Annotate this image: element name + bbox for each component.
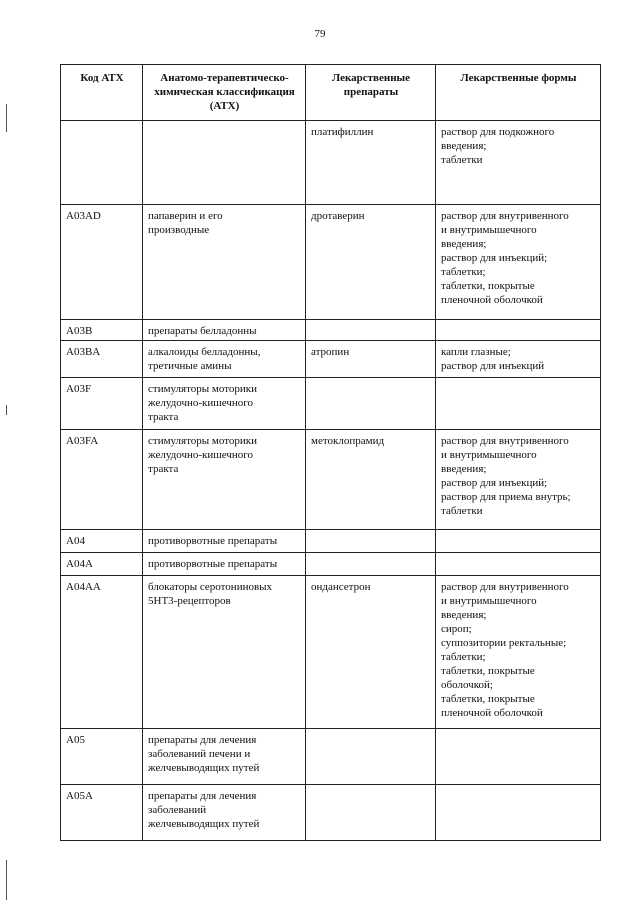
header-classification: Анатомо-терапевтическо-химическая классификация (АТХ)	[143, 65, 306, 121]
cell-classification-line: папаверин и его	[148, 210, 223, 222]
cell-forms-line: капли глазные;	[441, 346, 511, 358]
cell-classification	[143, 576, 306, 729]
cell-drug: дротаверин	[306, 205, 436, 320]
cell-forms-line: и внутримышечного	[441, 595, 537, 607]
cell-forms	[436, 785, 601, 841]
cell-forms-line: таблетки, покрытые	[441, 665, 535, 677]
cell-classification-line: стимуляторы моторики	[148, 435, 258, 447]
cell-classification-line: заболеваний	[148, 804, 207, 816]
cell-drug: атропин	[306, 341, 436, 378]
cell-forms-line: раствор для инъекций	[441, 360, 545, 372]
cell-classification-line: желудочно-кишечного	[148, 397, 253, 409]
cell-forms	[436, 320, 601, 341]
cell-classification-line: тракта	[148, 411, 179, 423]
header-code: Код АТХ	[61, 65, 143, 121]
cell-forms-line: оболочкой;	[441, 679, 493, 691]
cell-drug: метоклопрамид	[306, 430, 436, 530]
cell-classification-line: стимуляторы моторики	[148, 383, 258, 395]
cell-code: A03BA	[61, 341, 143, 378]
cell-forms	[436, 378, 601, 430]
cell-forms-line: раствор для внутривенного	[441, 435, 569, 447]
cell-drug	[306, 378, 436, 430]
cell-classification	[143, 430, 306, 530]
table-row	[61, 530, 601, 553]
scan-margin-mark	[6, 104, 7, 132]
cell-classification	[143, 121, 306, 205]
cell-code: A05	[61, 729, 143, 785]
cell-forms-line: введения;	[441, 609, 487, 621]
cell-classification	[143, 341, 306, 378]
cell-classification-line: противорвотные препараты	[148, 558, 278, 570]
cell-code	[61, 121, 143, 205]
cell-forms-line: введения;	[441, 238, 487, 250]
cell-classification-line: производные	[148, 224, 210, 236]
cell-code: A03FA	[61, 430, 143, 530]
cell-forms-line: таблетки;	[441, 266, 486, 278]
cell-forms-line: пленочной оболочкой	[441, 294, 543, 306]
cell-forms-line: раствор для внутривенного	[441, 581, 569, 593]
cell-forms	[436, 553, 601, 576]
cell-classification-line: препараты белладонны	[148, 325, 257, 337]
header-forms: Лекарственные формы	[436, 65, 601, 121]
cell-forms	[436, 576, 601, 729]
scan-margin-mark	[6, 860, 7, 900]
page-number: 79	[314, 28, 326, 40]
cell-forms	[436, 729, 601, 785]
cell-classification	[143, 378, 306, 430]
cell-drug: ондансетрон	[306, 576, 436, 729]
table-row	[61, 576, 601, 729]
cell-forms-line: раствор для внутривенного	[441, 210, 569, 222]
table-row	[61, 553, 601, 576]
cell-forms-line: пленочной оболочкой	[441, 707, 543, 719]
table-row	[61, 430, 601, 530]
cell-forms-line: раствор для подкожного	[441, 126, 555, 138]
cell-classification	[143, 785, 306, 841]
cell-forms	[436, 530, 601, 553]
cell-drug: платифиллин	[306, 121, 436, 205]
cell-classification	[143, 729, 306, 785]
cell-forms-line: суппозитории ректальные;	[441, 637, 567, 649]
cell-forms-line: раствор для инъекций;	[441, 252, 548, 264]
cell-forms-line: таблетки;	[441, 651, 486, 663]
table-row	[61, 785, 601, 841]
cell-classification	[143, 530, 306, 553]
cell-classification-line: третичные амины	[148, 360, 232, 372]
cell-classification-line: блокаторы серотониновых	[148, 581, 273, 593]
scan-margin-mark	[6, 405, 7, 415]
header-drugs: Лекарственные препараты	[306, 65, 436, 121]
table-header-row	[61, 65, 601, 121]
cell-forms-line: и внутримышечного	[441, 449, 537, 461]
atx-table	[60, 64, 601, 841]
table-row	[61, 205, 601, 320]
table-row	[61, 121, 601, 205]
cell-classification-line: заболеваний печени и	[148, 748, 251, 760]
cell-classification-line: тракта	[148, 463, 179, 475]
cell-classification-line: алкалоиды белладонны,	[148, 346, 261, 358]
cell-drug	[306, 785, 436, 841]
cell-drug	[306, 729, 436, 785]
cell-forms-line: таблетки, покрытые	[441, 280, 535, 292]
table-row	[61, 320, 601, 341]
cell-code: A04	[61, 530, 143, 553]
cell-forms-line: введения;	[441, 140, 487, 152]
cell-drug	[306, 553, 436, 576]
cell-code: A03B	[61, 320, 143, 341]
cell-classification	[143, 205, 306, 320]
table-row	[61, 378, 601, 430]
table-row	[61, 729, 601, 785]
cell-forms-line: таблетки, покрытые	[441, 693, 535, 705]
cell-code: A05A	[61, 785, 143, 841]
cell-classification-line: желудочно-кишечного	[148, 449, 253, 461]
cell-classification-line: 5HT3-рецепторов	[148, 595, 231, 607]
cell-forms	[436, 430, 601, 530]
cell-forms-line: введения;	[441, 463, 487, 475]
cell-code: A03F	[61, 378, 143, 430]
cell-classification-line: желчевыводящих путей	[148, 818, 260, 830]
cell-drug	[306, 320, 436, 341]
cell-forms-line: раствор для приема внутрь;	[441, 491, 571, 503]
cell-classification-line: препараты для лечения	[148, 790, 257, 802]
cell-forms-line: раствор для инъекций;	[441, 477, 548, 489]
cell-classification-line: противорвотные препараты	[148, 535, 278, 547]
cell-classification	[143, 320, 306, 341]
cell-forms	[436, 205, 601, 320]
cell-forms-line: сироп;	[441, 623, 472, 635]
table-row	[61, 341, 601, 378]
cell-forms-line: и внутримышечного	[441, 224, 537, 236]
cell-forms-line: таблетки	[441, 154, 483, 166]
cell-code: A04AA	[61, 576, 143, 729]
cell-code: A03AD	[61, 205, 143, 320]
cell-code: A04A	[61, 553, 143, 576]
cell-classification-line: желчевыводящих путей	[148, 762, 260, 774]
cell-forms	[436, 341, 601, 378]
cell-classification	[143, 553, 306, 576]
cell-drug	[306, 530, 436, 553]
cell-forms	[436, 121, 601, 205]
cell-classification-line: препараты для лечения	[148, 734, 257, 746]
cell-forms-line: таблетки	[441, 505, 483, 517]
